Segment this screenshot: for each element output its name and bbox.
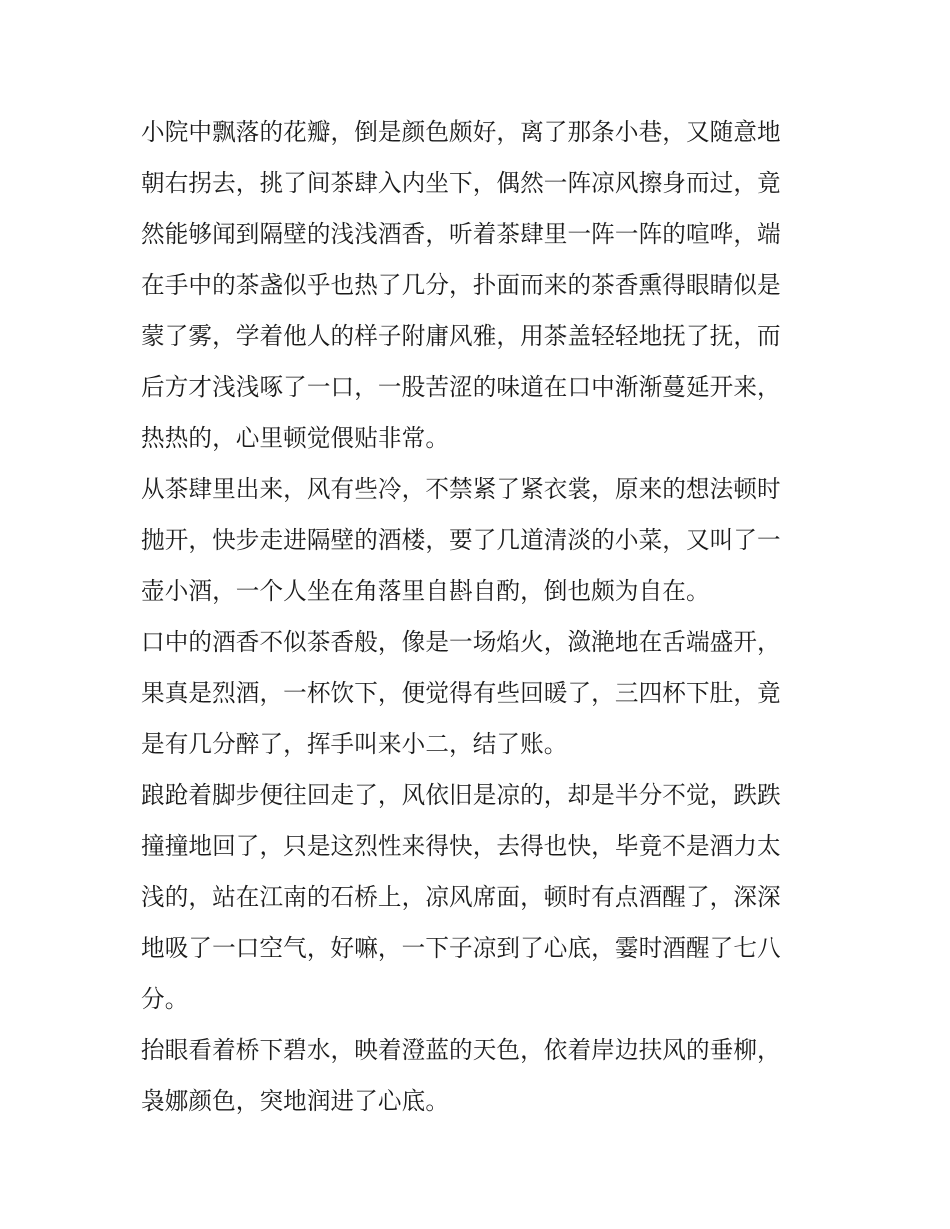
text-line: 口中的酒香不似茶香般，像是一场焰火，潋滟地在舌端盛开， [141,628,781,656]
text-line: 后方才浅浅啄了一口，一股苦涩的味道在口中渐渐蔓延开来， [141,373,781,401]
paragraph-5 [141,1025,821,1127]
paragraph-4 [141,770,821,1025]
text-line: 是有几分醉了，挥手叫来小二，结了账。 [141,730,568,758]
document-body [141,107,821,1127]
text-line: 小院中飘落的花瓣，倒是颜色颇好，离了那条小巷，又随意地 [141,118,781,146]
text-line: 在手中的茶盏似乎也热了几分，扑面而来的茶香熏得眼睛似是 [141,271,781,299]
text-line: 地吸了一口空气，好嘛，一下子凉到了心底，霎时酒醒了七八 [141,934,781,962]
text-line: 果真是烈酒，一杯饮下，便觉得有些回暖了，三四杯下肚，竟 [141,679,781,707]
text-line: 浅的，站在江南的石桥上，凉风席面，顿时有点酒醒了，深深 [141,883,781,911]
text-line: 撞撞地回了，只是这烈性来得快，去得也快，毕竟不是酒力太 [141,832,781,860]
paragraph-2 [141,464,821,617]
text-line: 袅娜颜色，突地润进了心底。 [141,1087,450,1115]
text-line: 蒙了雾，学着他人的样子附庸风雅，用茶盖轻轻地抚了抚，而 [141,322,781,350]
paragraph-1 [141,107,821,464]
text-line: 踉跄着脚步便往回走了，风依旧是凉的，却是半分不觉，跌跌 [141,781,781,809]
text-line: 然能够闻到隔壁的浅浅酒香，听着茶肆里一阵一阵的喧哗，端 [141,220,781,248]
text-line: 抛开，快步走进隔壁的酒楼，要了几道清淡的小菜，又叫了一 [141,526,781,554]
text-line: 从茶肆里出来，风有些冷，不禁紧了紧衣裳，原来的想法顿时 [141,475,781,503]
text-line: 热热的，心里顿觉偎贴非常。 [141,424,450,452]
text-line: 朝右拐去，挑了间茶肆入内坐下，偶然一阵凉风擦身而过，竟 [141,169,781,197]
text-line: 壶小酒，一个人坐在角落里自斟自酌，倒也颇为自在。 [141,577,710,605]
paragraph-3 [141,617,821,770]
text-line: 分。 [141,985,189,1013]
text-line: 抬眼看着桥下碧水，映着澄蓝的天色，依着岸边扶风的垂柳， [141,1036,781,1064]
